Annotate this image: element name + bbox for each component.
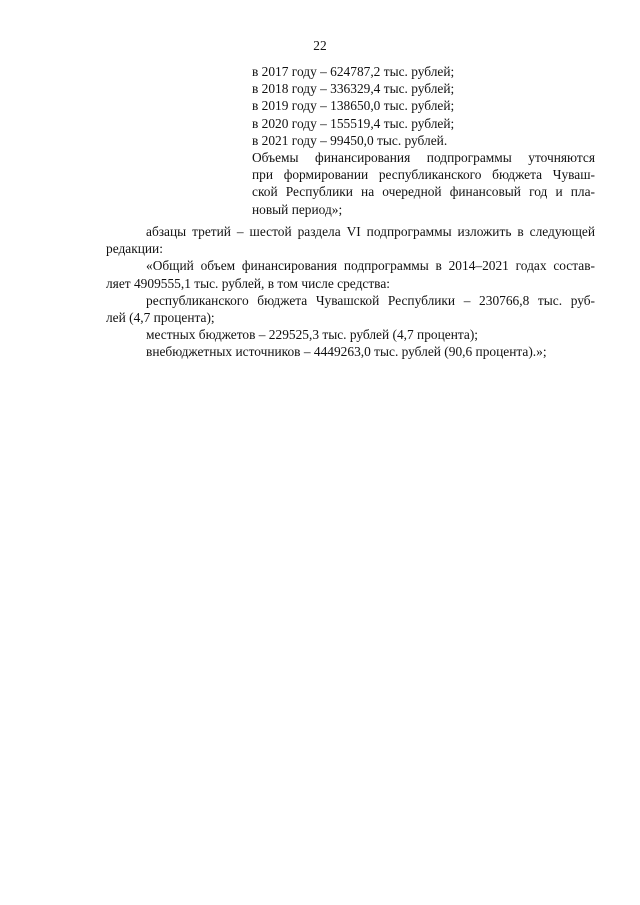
funding-2020-line: в 2020 году – 155519,4 тыс. рублей; (252, 115, 455, 131)
funding-2019-line: в 2019 году – 138650,0 тыс. рублей; (252, 98, 455, 114)
table-cell-continuation (252, 63, 595, 218)
amendment-paragraph-line-1: абзацы третий – шестой раздела VI подпрограммы изложить в следующей (146, 224, 595, 239)
republican-budget-line-2: лей (4,7 процента); (106, 310, 215, 326)
funding-note-line-4: новый период»; (252, 201, 343, 217)
republican-budget-line-1: республиканского бюджета Чувашской Республики – 230766,8 тыс. руб- (146, 292, 595, 308)
page-number: 22 (313, 38, 327, 53)
funding-2017-line: в 2017 году – 624787,2 тыс. рублей; (252, 64, 455, 79)
local-budgets-line: местных бюджетов – 229525,3 тыс. рублей (4,7 процента); (146, 327, 479, 343)
funding-2021-line: в 2021 году – 99450,0 тыс. рублей. (252, 132, 448, 148)
funding-note-line-3: ской Республики на очередной финансовый год и пла- (252, 184, 595, 200)
funding-2018-line: в 2018 году – 336329,4 тыс. рублей; (252, 81, 455, 97)
total-funding-line-1: «Общий объем финансирования подпрограммы в 2014–2021 годах состав- (146, 258, 595, 274)
extrabudgetary-sources-line: внебюджетных источников – 4449263,0 тыс. рублей (90,6 процента).»; (146, 344, 547, 360)
amendment-paragraph-line-2: редакции: (106, 241, 163, 257)
total-funding-line-2: ляет 4909555,1 тыс. рублей, в том числе средства: (106, 275, 390, 291)
funding-note-line-1: Объемы финансирования подпрограммы уточняются (252, 150, 595, 166)
main-text (106, 223, 595, 361)
funding-note-line-2: при формировании республиканского бюджета Чуваш- (252, 167, 595, 183)
